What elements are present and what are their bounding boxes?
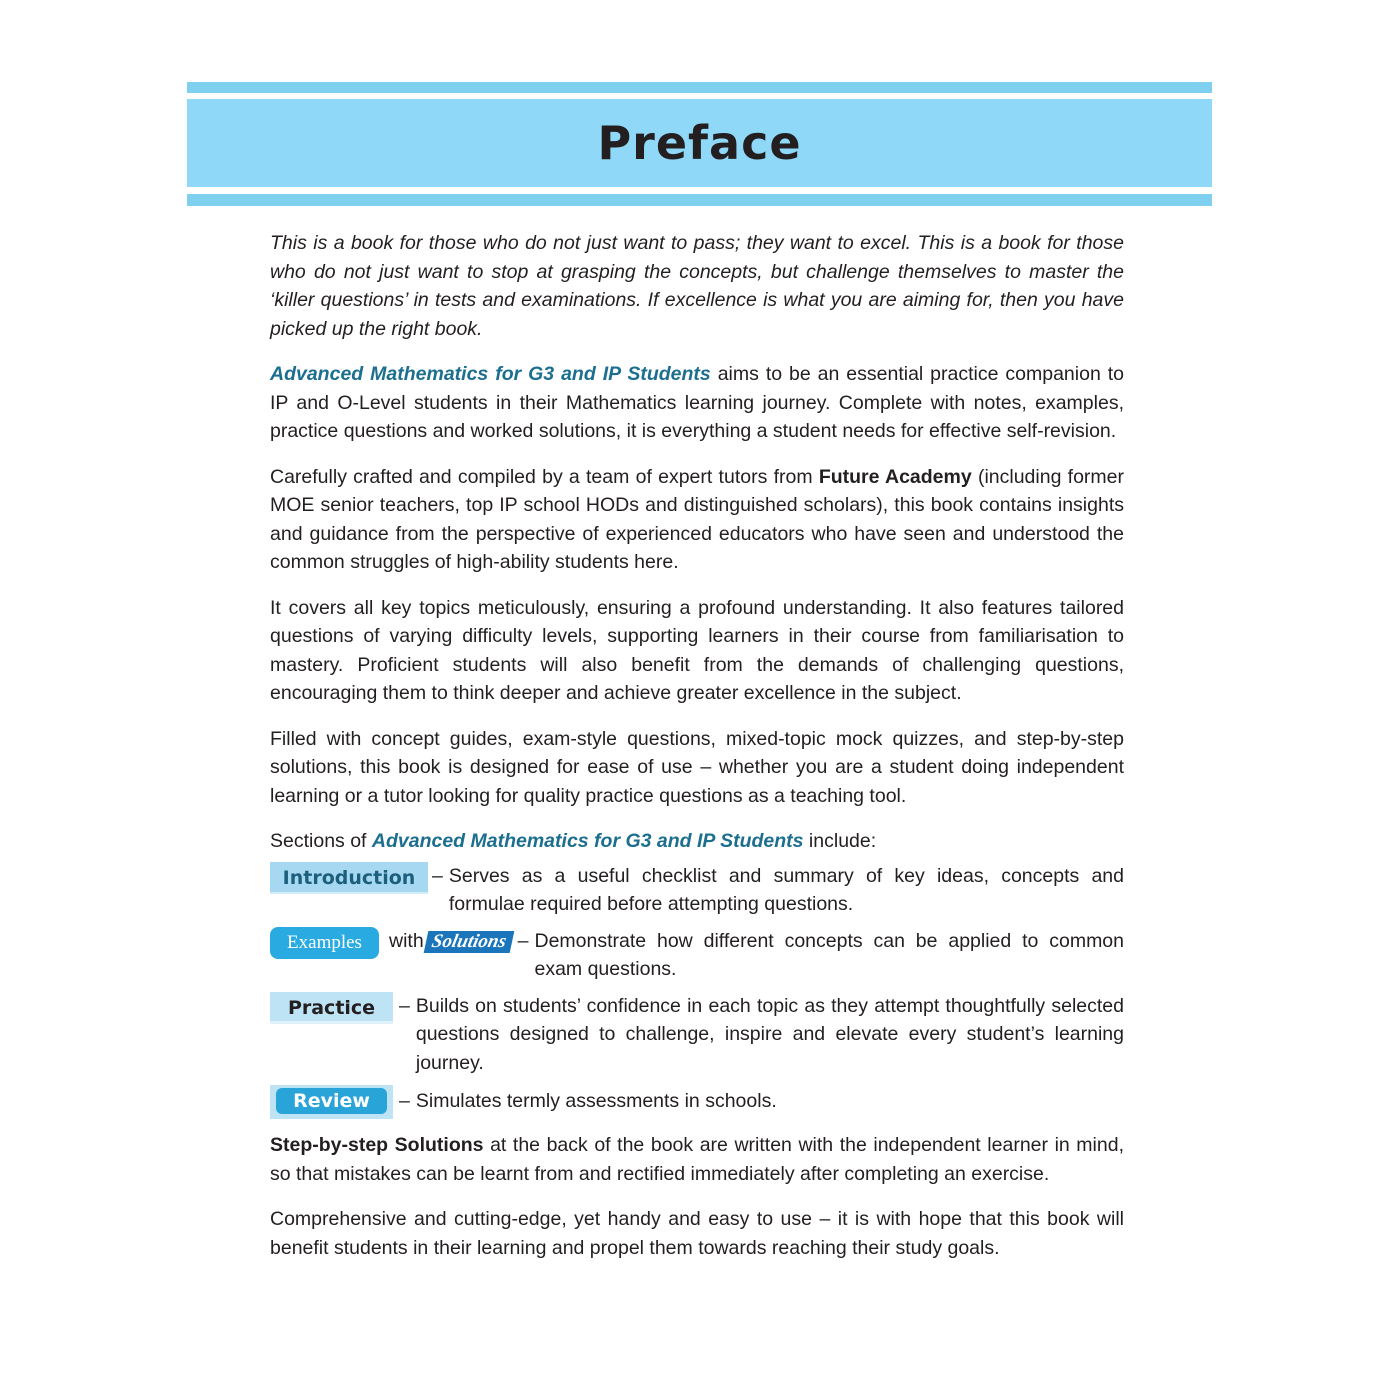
paragraph-text: aims to be an essential practice companion to IP and O-Level students in their Mathematics learning journey. Complete with notes, examples, practice questions and worked solutions, it is everything a student needs for effective self-revision. (270, 363, 1124, 442)
section-description: Serves as a useful checklist and summary of key ideas, concepts and formulae required before attempting questions. (448, 864, 1124, 915)
title-banner (187, 82, 1212, 206)
section-description: Simulates termly assessments in schools. (415, 1090, 777, 1112)
introduction-tag: Introduction (270, 862, 428, 894)
dash: – (432, 864, 443, 887)
review-tag-label: Review (276, 1088, 387, 1114)
paragraph-book-aim (270, 360, 1124, 446)
banner-top-stripe (187, 82, 1212, 93)
section-review (270, 1085, 1124, 1119)
paragraph-text: Carefully crafted and compiled by a team of expert tutors from (270, 465, 819, 488)
paragraph-coverage: It covers all key topics meticulously, ensuring a profound understanding. It also features tailored questions of varying difficulty levels, supporting learners in their course from familiarisation to mastery. Proficient students will also benefit from the demands of challenging questions, encouraging them to think deeper and achieve greater excellence in the subject. (270, 596, 1124, 704)
page-title: Preface (597, 116, 802, 170)
section-introduction (270, 862, 1124, 919)
dash: – (399, 994, 410, 1017)
paragraph-authors (270, 463, 1124, 577)
dash: – (517, 929, 529, 952)
section-description: Builds on students’ confidence in each topic as they attempt thoughtfully selected questions designed to challenge, inspire and elevate every student’s learning journey. (415, 994, 1124, 1074)
book-title: Advanced Mathematics for G3 and IP Students (270, 363, 711, 385)
paragraph-solutions (270, 1131, 1124, 1188)
section-description: Demonstrate how different concepts can be applied to common exam questions. (534, 929, 1124, 980)
banner-bottom-stripe (187, 194, 1212, 206)
paragraph-closing: Comprehensive and cutting-edge, yet handy and easy to use – it is with hope that this book will benefit students in their learning and propel them towards reaching their study goals. (270, 1208, 1124, 1259)
book-title: Advanced Mathematics for G3 and IP Students (371, 830, 804, 852)
paragraph-text: Sections of (270, 830, 372, 852)
intro-paragraph: This is a book for those who do not just want to pass; they want to excel. This is a book for those who do not just want to stop at grasping the concepts, but challenge themselves to master the ‘killer questions’ in tests and examinations. If excellence is what you are aiming for, then you have picked up the right book. (270, 232, 1124, 340)
paragraph-text: (including former MOE senior teachers, top IP school HODs and distinguished scholars), this book contains insights and guidance from the perspective of experienced educators who have seen and understood the common struggles of high-ability students here. (270, 465, 1125, 573)
examples-tag: Examples (270, 927, 379, 959)
section-practice (270, 992, 1124, 1078)
dash: – (399, 1090, 410, 1112)
solutions-heading: Step-by-step Solutions (270, 1134, 484, 1156)
paragraph-features: Filled with concept guides, exam-style questions, mixed-topic mock quizzes, and step-by-step solutions, this book is designed for ease of use – whether you are a student doing independent learning or a tutor looking for quality practice questions as a teaching tool. (270, 727, 1124, 807)
paragraph-text: at the back of the book are written with the independent learner in mind, so that mistakes can be learnt from and rectified immediately after completing an exercise. (270, 1134, 1124, 1185)
practice-tag: Practice (270, 992, 393, 1024)
paragraph-text: include: (803, 830, 877, 852)
with-label: with (389, 929, 424, 952)
preface-body (270, 229, 1124, 1279)
sections-lead (270, 827, 1124, 856)
solutions-tag: Solutions (423, 931, 514, 953)
section-examples (270, 927, 1124, 984)
review-tag (270, 1085, 393, 1119)
banner-main (187, 99, 1212, 187)
organization-name: Future Academy (818, 465, 972, 488)
